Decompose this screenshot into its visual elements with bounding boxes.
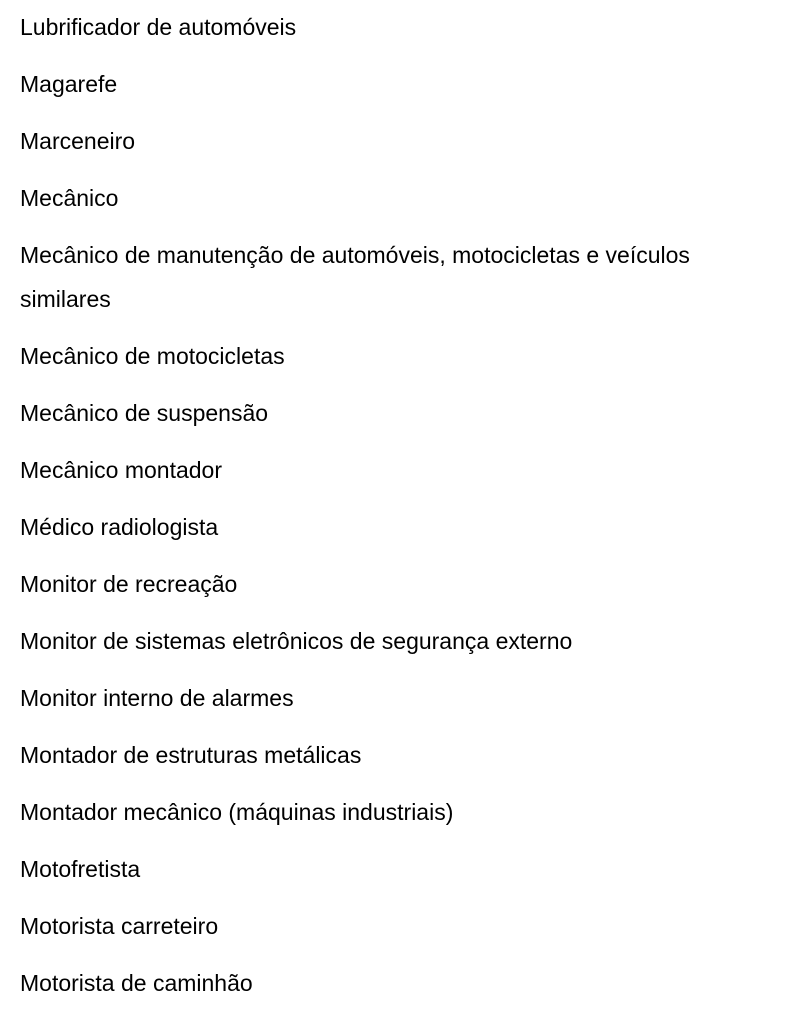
list-item: Mecânico de suspensão	[20, 400, 269, 426]
list-item: Mecânico montador	[20, 457, 222, 483]
list-item: Magarefe	[20, 71, 118, 97]
list-item: Motorista carreteiro	[20, 913, 219, 939]
list-item: Monitor de recreação	[20, 571, 238, 597]
list-item: Motorista de caminhão	[20, 970, 253, 996]
list-item: Marceneiro	[20, 128, 136, 154]
list-item: Médico radiologista	[20, 514, 219, 540]
list-item: Mecânico	[20, 185, 119, 211]
list-item: Mecânico de manutenção de automóveis, motocicletas e veículos similares	[20, 242, 690, 312]
list-item: Monitor interno de alarmes	[20, 685, 294, 711]
list-item: Lubrificador de automóveis	[20, 14, 297, 40]
list-item: Montador de estruturas metálicas	[20, 742, 362, 768]
list-item: Motofretista	[20, 856, 141, 882]
list-item: Monitor de sistemas eletrônicos de segurança externo	[20, 628, 573, 654]
list-item: Mecânico de motocicletas	[20, 343, 285, 369]
list-item: Montador mecânico (máquinas industriais)	[20, 799, 454, 825]
occupation-list	[20, 5, 760, 1018]
